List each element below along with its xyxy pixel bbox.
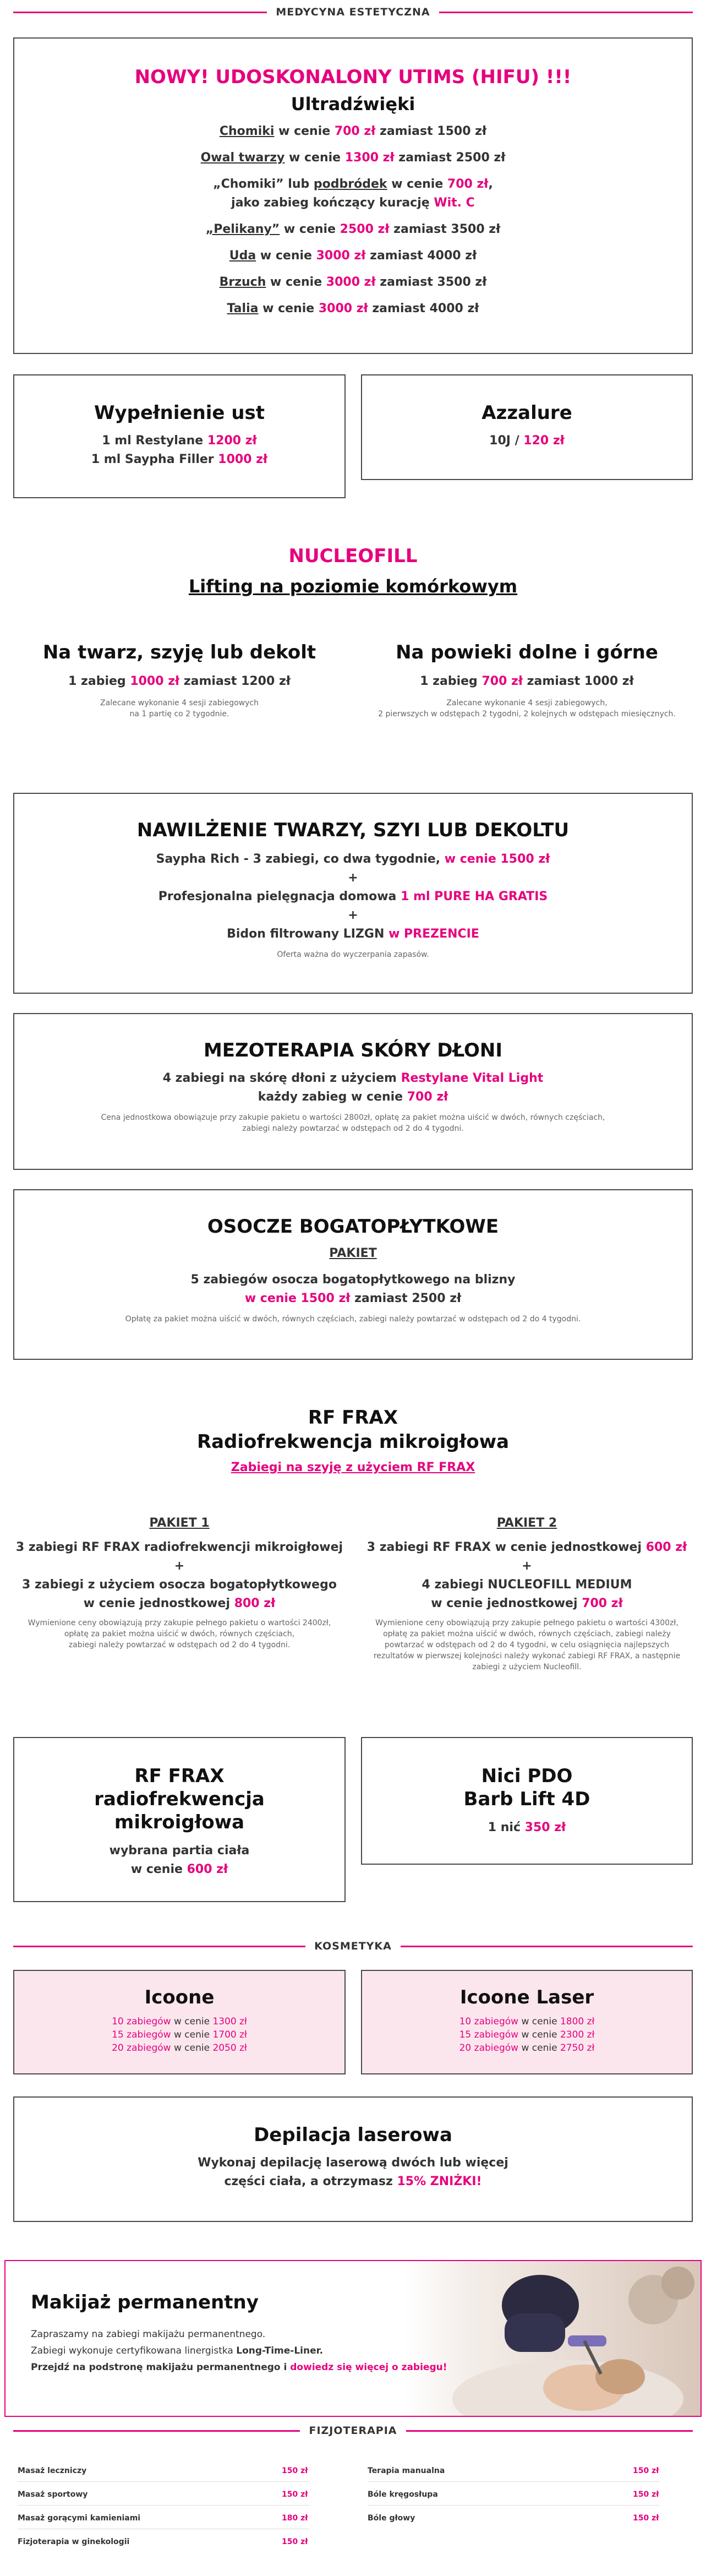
rf-package-note: opłatę za pakiet można uiścić w dwóch, równych częściach, zabiegi należy	[383, 1630, 671, 1638]
pmu-line: Zabiegi wykonuje certyfikowana linergistka Long-Time-Liner.	[31, 2345, 324, 2356]
mesotherapy-box	[13, 1013, 693, 1170]
divider	[18, 2505, 309, 2506]
rf-header	[0, 1407, 706, 1474]
hifu-row: Chomiki w cenie 700 zł zamiast 1500 zł	[219, 124, 487, 138]
hifu-subtitle: Ultradźwięki	[291, 94, 415, 115]
mesotherapy-note: Cena jednostkowa obowiązuje przy zakupie pakietu o wartości 2800zł, opłatę za pakiet można uiścić w dwóch, równych częściach,	[101, 1113, 605, 1122]
rf-package-line: 4 zabiegi NUCLEOFILL MEDIUM	[422, 1578, 632, 1592]
list-item: Terapia manualna 150 zł	[368, 2466, 659, 2475]
section-header-kosmetyka	[13, 1941, 693, 1952]
divider	[368, 2505, 659, 2506]
list-item: Bóle głowy 150 zł	[368, 2514, 659, 2523]
pmu-title: Makijaż permanentny	[31, 2291, 259, 2313]
rf-package-1-label: PAKIET 1	[149, 1516, 210, 1530]
plus-sign: +	[174, 1559, 185, 1573]
pmu-link-line: Przejdź na podstronę makijażu permanentnego i dowiedz się więcej o zabiegu!	[31, 2362, 447, 2373]
nucleofill-eyelids-price: 1 zabieg 700 zł zamiast 1000 zł	[420, 674, 634, 688]
list-item: Bóle kręgosłupa 150 zł	[368, 2490, 659, 2499]
icoone-title: Icoone	[144, 1986, 215, 2008]
laser-hair-line: Wykonaj depilację laserową dwóch lub więcej	[198, 2156, 508, 2170]
section-title: KOSMETYKA	[314, 1940, 392, 1952]
hydration-note: Oferta ważna do wyczerpania zapasów.	[277, 950, 429, 959]
rf-title: RF FRAX	[308, 1407, 398, 1429]
section-header-fizjoterapia	[13, 2425, 693, 2436]
pdo-title: Nici PDO	[481, 1765, 573, 1787]
mesotherapy-line: każdy zabieg w cenie 700 zł	[258, 1090, 448, 1104]
pmu-learn-more-link[interactable]: dowiedz się więcej o zabiegu!	[290, 2362, 447, 2373]
rf-package-note: Wymienione ceny obowiązują przy zakupie pełnego pakietu o wartości 4300zł,	[375, 1619, 678, 1627]
laser-hair-line: części ciała, a otrzymasz 15% ZNIŻKI!	[224, 2175, 482, 2188]
hydration-line: Saypha Rich - 3 zabiegi, co dwa tygodnie, w cenie 1500 zł	[156, 852, 550, 866]
icoone-row: 20 zabiegów w cenie 2050 zł	[112, 2043, 247, 2054]
nucleofill-eyelids-note: Zalecane wykonanie 4 sesji zabiegowych,	[446, 699, 608, 707]
azzalure-title: Azzalure	[481, 402, 572, 424]
pdo-box	[361, 1737, 693, 1865]
azzalure-line: 10J / 120 zł	[489, 434, 565, 448]
pmu-banner	[4, 2260, 702, 2417]
plus-sign: +	[348, 871, 358, 885]
rf-package-line: 3 zabiegi z użyciem osocza bogatopłytkowego	[22, 1578, 337, 1592]
rf-body-line: w cenie 600 zł	[130, 1862, 228, 1876]
hydration-box	[13, 793, 693, 994]
hifu-combo-line2: jako zabieg kończący kurację Wit. C	[231, 196, 475, 210]
rf-package-note: zabiegi należy powtarzać w odstępach od 2 do 4 tygodni.	[68, 1641, 291, 1649]
rf-package-note: Wymienione ceny obowiązują przy zakupie pełnego pakietu o wartości 2400zł,	[28, 1619, 331, 1627]
prp-line: 5 zabiegów osocza bogatopłytkowego na blizny	[190, 1273, 516, 1287]
icoone-laser-row: 20 zabiegów w cenie 2750 zł	[459, 2043, 595, 2054]
icoone-laser-row: 10 zabiegów w cenie 1800 zł	[459, 2016, 595, 2027]
lips-line: 1 ml Saypha Filler 1000 zł	[91, 453, 268, 466]
pmu-illustration	[403, 2261, 702, 2417]
rf-body-title: mikroigłowa	[114, 1811, 245, 1833]
list-item: Masaż sportowy 150 zł	[18, 2490, 308, 2499]
rf-title2: Radiofrekwencja mikroigłowa	[196, 1431, 510, 1453]
hifu-combo: „Chomiki” lub podbródek w cenie 700 zł,	[213, 177, 493, 191]
section-title: MEDYCYNA ESTETYCZNA	[276, 6, 430, 18]
nucleofill-face-price: 1 zabieg 1000 zł zamiast 1200 zł	[68, 674, 291, 688]
nucleofill-face-note: Zalecane wykonanie 4 sesji zabiegowych	[100, 699, 259, 707]
nucleofill-eyelids	[361, 641, 693, 720]
prp-package-label: PAKIET	[329, 1246, 377, 1260]
rf-package-note: powtarzać w odstępach od 2 do 4 tygodni, w celu osiągnięcia najlepszych	[384, 1641, 670, 1649]
hydration-line: Profesjonalna pielęgnacja domowa 1 ml PURE HA GRATIS	[158, 890, 548, 903]
icoone-laser-box	[361, 1970, 693, 2074]
rf-package-2	[361, 1514, 693, 1673]
divider	[18, 2481, 309, 2482]
nucleofill-subtitle: Lifting na poziomie komórkowym	[188, 576, 518, 597]
rf-body-line: wybrana partia ciała	[109, 1844, 250, 1858]
hifu-row: Uda w cenie 3000 zł zamiast 4000 zł	[229, 249, 477, 263]
mesotherapy-title: MEZOTERAPIA SKÓRY DŁONI	[203, 1039, 503, 1061]
lips-title: Wypełnienie ust	[94, 402, 265, 424]
rf-package-note: rezultatów w pierwszej kolejności należy wykonać zabiegi RF FRAX, a następnie	[373, 1652, 681, 1660]
prp-line: w cenie 1500 zł zamiast 2500 zł	[244, 1292, 462, 1305]
rf-package-note: zabiegi z użyciem Nucleofill.	[472, 1663, 582, 1671]
laser-hair-box	[13, 2096, 693, 2222]
prp-box	[13, 1189, 693, 1360]
icoone-laser-title: Icoone Laser	[459, 1986, 594, 2008]
nucleofill-title: NUCLEOFILL	[288, 545, 418, 567]
nucleofill-header	[0, 545, 706, 597]
rf-package-1	[13, 1514, 346, 1651]
icoone-row: 15 zabiegów w cenie 1700 zł	[112, 2029, 247, 2040]
icoone-box	[13, 1970, 346, 2074]
prp-title: OSOCZE BOGATOPŁYTKOWE	[207, 1216, 499, 1238]
icoone-laser-row: 15 zabiegów w cenie 2300 zł	[459, 2029, 595, 2040]
rf-package-line: w cenie jednostkowej 800 zł	[83, 1597, 276, 1610]
lips-box	[13, 374, 346, 498]
hifu-title: NOWY! UDOSKONALONY UTIMS (HIFU) !!!	[134, 66, 572, 88]
hifu-row: „Pelikany” w cenie 2500 zł zamiast 3500 zł	[205, 222, 501, 236]
hifu-row: Brzuch w cenie 3000 zł zamiast 3500 zł	[219, 275, 487, 289]
rf-package-line: 3 zabiegi RF FRAX w cenie jednostkowej 600 zł	[366, 1540, 687, 1554]
hydration-line: Bidon filtrowany LIZGN w PREZENCIE	[227, 927, 479, 941]
rf-package-line: 3 zabiegi RF FRAX radiofrekwencji mikroigłowej	[15, 1540, 343, 1554]
nucleofill-face-note: na 1 partię co 2 tygodnie.	[129, 710, 229, 718]
section-header-medycyna	[13, 7, 693, 18]
hifu-row: Talia w cenie 3000 zł zamiast 4000 zł	[227, 302, 479, 315]
rf-subtitle[interactable]: Zabiegi na szyję z użyciem RF FRAX	[231, 1461, 475, 1474]
pdo-line: 1 nić 350 zł	[488, 1821, 566, 1834]
laser-hair-title: Depilacja laserowa	[254, 2124, 452, 2146]
rf-package-note: opłatę za pakiet można uiścić w dwóch, równych częściach,	[64, 1630, 295, 1638]
azzalure-box	[361, 374, 693, 480]
nucleofill-eyelids-title: Na powieki dolne i górne	[396, 641, 658, 663]
rf-package-line: w cenie jednostkowej 700 zł	[431, 1597, 623, 1610]
rf-body-box	[13, 1737, 346, 1902]
divider	[368, 2481, 659, 2482]
rf-body-title: RF FRAX	[134, 1765, 225, 1787]
nucleofill-face	[13, 641, 346, 720]
pmu-photo	[403, 2261, 702, 2417]
prp-note: Opłatę za pakiet można uiścić w dwóch, równych częściach, zabiegi należy powtarzać w odstępach od 2 do 4 tygodni.	[125, 1315, 581, 1324]
pdo-title: Barb Lift 4D	[463, 1788, 590, 1810]
icoone-row: 10 zabiegów w cenie 1300 zł	[112, 2016, 247, 2027]
nucleofill-face-title: Na twarz, szyję lub dekolt	[42, 641, 316, 663]
rf-package-2-label: PAKIET 2	[496, 1516, 557, 1530]
list-item: Masaż gorącymi kamieniami 180 zł	[18, 2514, 308, 2523]
nucleofill-eyelids-note: 2 pierwszych w odstępach 2 tygodni, 2 kolejnych w odstępach miesięcznych.	[378, 710, 676, 718]
hifu-box	[13, 37, 693, 354]
lips-line: 1 ml Restylane 1200 zł	[102, 434, 257, 448]
mesotherapy-line: 4 zabiegi na skórę dłoni z użyciem Restylane Vital Light	[162, 1071, 544, 1085]
hydration-title: NAWILŻENIE TWARZY, SZYI LUB DEKOLTU	[136, 819, 570, 841]
list-item: Fizjoterapia w ginekologii 150 zł	[18, 2537, 308, 2546]
rf-body-title: radiofrekwencja	[94, 1788, 265, 1810]
plus-sign: +	[522, 1559, 532, 1573]
hifu-row: Owal twarzy w cenie 1300 zł zamiast 2500 zł	[200, 151, 506, 165]
list-item: Masaż leczniczy 150 zł	[18, 2466, 308, 2475]
section-title: FIZJOTERAPIA	[309, 2425, 397, 2437]
plus-sign: +	[348, 908, 358, 922]
mesotherapy-note: zabiegi należy powtarzać w odstępach od 2 do 4 tygodni.	[242, 1124, 464, 1133]
pmu-line: Zapraszamy na zabiegi makijażu permanentnego.	[31, 2329, 266, 2340]
